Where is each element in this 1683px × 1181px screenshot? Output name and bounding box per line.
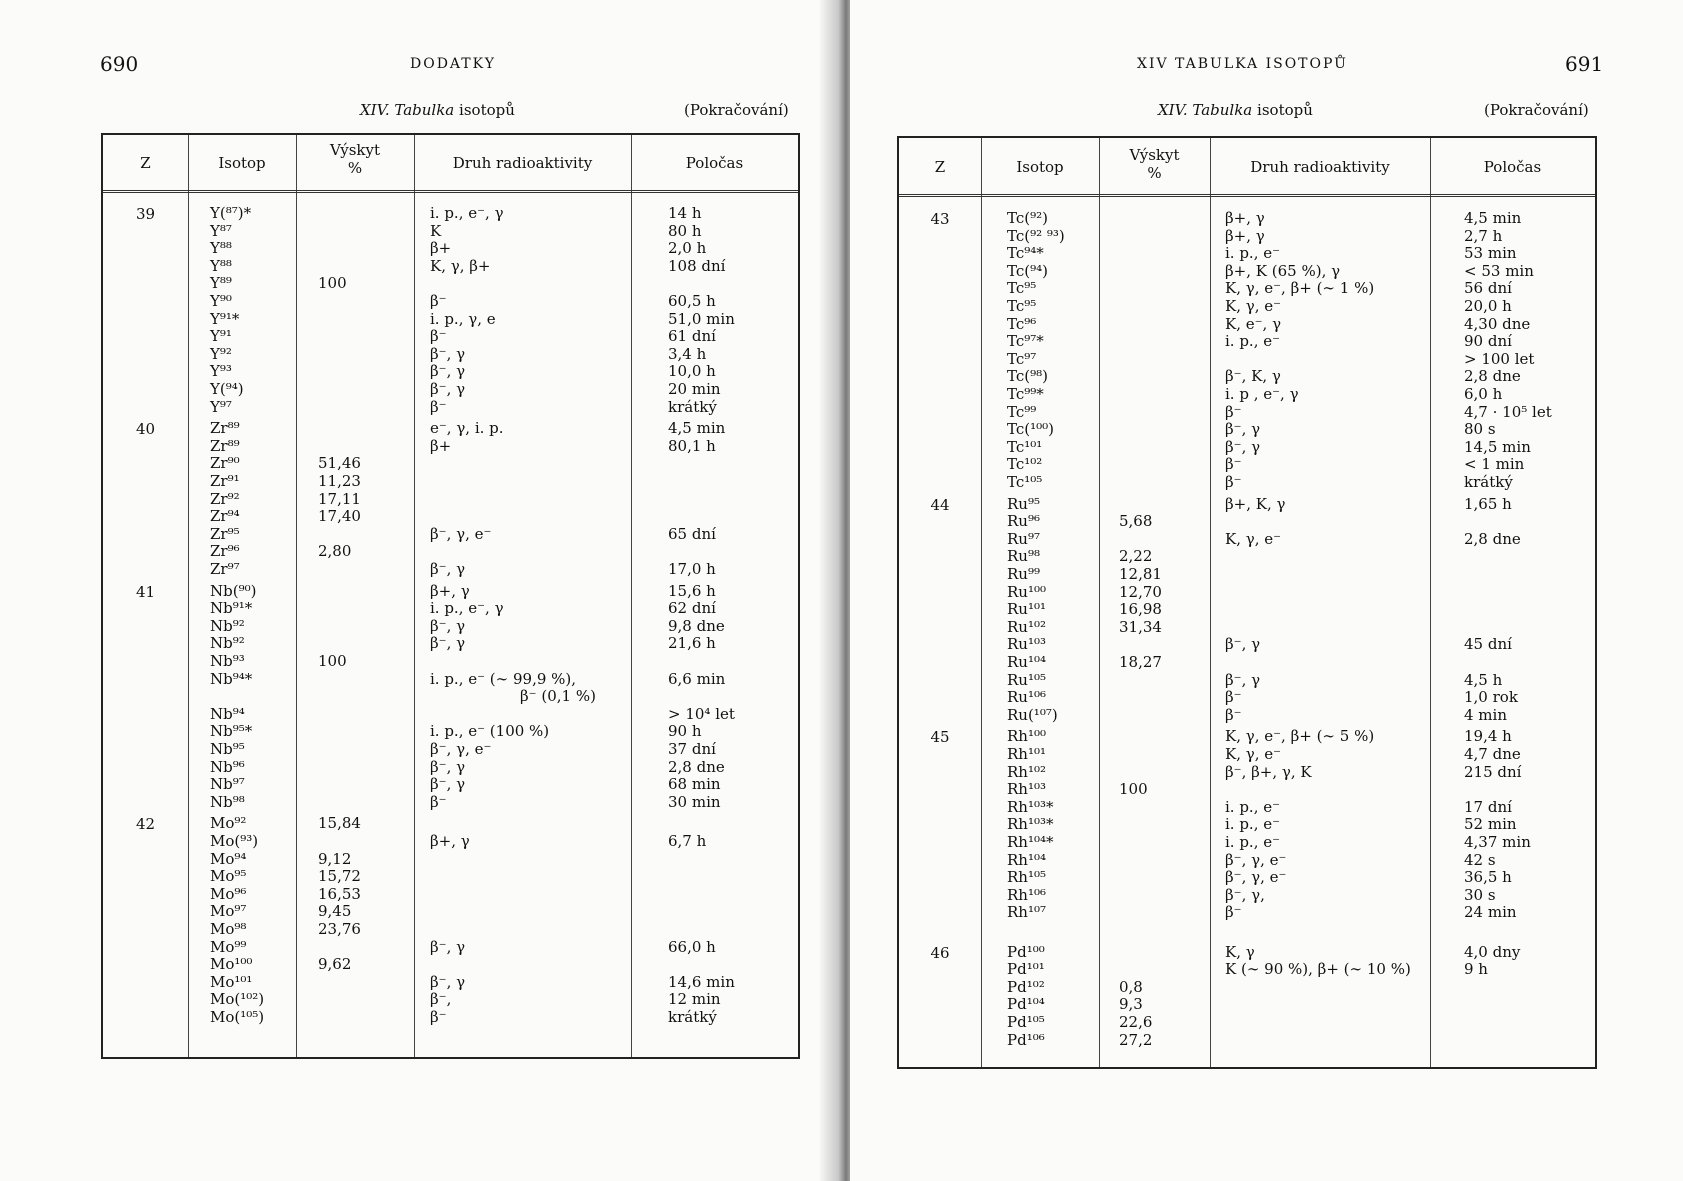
isotope-name: Pd¹⁰⁵ (1007, 1013, 1045, 1031)
isotope-name: Y⁹³ (210, 362, 232, 381)
half-life: 6,0 h (1464, 385, 1503, 403)
half-life: 1,65 h (1464, 494, 1512, 513)
decay-mode: β⁻ (430, 397, 447, 416)
half-life: 68 min (668, 775, 721, 794)
decay-mode: β⁻, γ (430, 634, 466, 653)
isotope-name: Rh¹⁰⁴ (1007, 850, 1046, 869)
half-life: < 53 min (1464, 261, 1534, 280)
decay-mode: β⁻, γ (430, 775, 466, 794)
isotope-name: Y⁹⁷ (210, 397, 232, 416)
isotope-name: Y⁸⁷ (210, 221, 232, 240)
atomic-number: 45 (930, 728, 950, 747)
atomic-number: 39 (135, 205, 156, 223)
isotope-name: Mo⁹² (210, 814, 247, 833)
isotope-name: Pd¹⁰² (1007, 977, 1045, 996)
isotope-name: Nb(⁹⁰) (210, 581, 257, 600)
isotope-name: Zr⁹⁴ (210, 507, 240, 526)
occurrence-percent: 100 (318, 652, 347, 670)
occurrence-percent: 31,34 (1119, 617, 1162, 636)
decay-mode: K, γ, e⁻ (1225, 745, 1282, 763)
decay-mode: β⁻, γ (430, 757, 466, 776)
half-life: 37 dní (668, 740, 716, 758)
table-caption (360, 101, 515, 119)
half-life: 52 min (1464, 815, 1517, 834)
half-life: krátký (668, 1008, 717, 1026)
isotope-name: Ru¹⁰¹ (1007, 600, 1046, 619)
decay-mode: β⁻ (1225, 455, 1242, 474)
decay-mode: β⁻, γ, e⁻ (430, 740, 492, 758)
decay-mode: β⁻ (430, 792, 447, 811)
half-life: 2,8 dne (1464, 529, 1521, 548)
isotope-table (897, 136, 1597, 1069)
isotope-name: Ru(¹⁰⁷) (1007, 705, 1058, 724)
atomic-number: 44 (930, 495, 950, 514)
header-isotop: Isotop (218, 154, 266, 172)
header-isotop: Isotop (1016, 158, 1064, 176)
isotope-name: Zr⁹⁷ (210, 560, 240, 578)
isotope-name: Ru¹⁰³ (1007, 635, 1046, 654)
isotope-name: Mo(⁹³) (210, 832, 259, 850)
half-life: krátký (1464, 473, 1513, 491)
half-life: 4,0 dny (1464, 942, 1521, 961)
half-life: 3,4 h (668, 344, 707, 363)
isotope-name: Tc¹⁰¹ (1007, 437, 1043, 456)
half-life: 21,6 h (668, 634, 716, 653)
isotope-name: Ru⁹⁸ (1007, 547, 1040, 566)
half-life: 14,6 min (668, 972, 735, 991)
isotope-name: Zr⁹⁶ (210, 542, 240, 561)
isotope-name: Pd¹⁰⁰ (1007, 942, 1045, 961)
isotope-name: Mo¹⁰¹ (210, 972, 253, 991)
caption-roman: XIV. (360, 101, 390, 119)
isotope-name: Mo⁹⁴ (210, 849, 247, 868)
decay-mode: β⁻, γ, (1225, 885, 1265, 904)
isotope-name: Ru¹⁰⁵ (1007, 670, 1046, 689)
decay-mode: β⁻ (1225, 473, 1242, 491)
half-life: 42 s (1464, 850, 1496, 869)
isotope-name: Zr⁹² (210, 489, 240, 508)
decay-mode: β⁻, γ (1225, 635, 1261, 654)
isotope-name: Rh¹⁰¹ (1007, 745, 1046, 763)
isotope-name: Tc⁹⁹ (1007, 402, 1037, 421)
occurrence-percent: 17,11 (318, 489, 361, 508)
occurrence-percent: 100 (1119, 780, 1148, 799)
atomic-number: 46 (930, 943, 950, 962)
decay-mode: i. p., e⁻ (1225, 332, 1281, 351)
half-life: 51,0 min (668, 309, 735, 328)
decay-mode: β⁻, γ, e⁻ (1225, 850, 1287, 869)
decay-mode: K (430, 221, 442, 240)
decay-mode: β+ (430, 436, 452, 455)
isotope-name: Y⁹¹* (210, 309, 240, 328)
half-life: 65 dní (668, 524, 716, 543)
isotope-name: Mo⁹⁶ (210, 884, 247, 903)
decay-mode: i. p., e⁻ (100 %) (430, 722, 550, 741)
occurrence-percent: 22,6 (1119, 1013, 1153, 1031)
isotope-name: Rh¹⁰³ (1007, 780, 1046, 799)
half-life: > 10⁴ let (668, 704, 735, 723)
isotope-name: Mo⁹⁸ (210, 920, 247, 938)
half-life: 19,4 h (1464, 727, 1512, 746)
half-life: 14 h (668, 204, 702, 222)
column-divider (1099, 138, 1100, 1067)
isotope-name: Ru¹⁰⁴ (1007, 653, 1046, 671)
decay-mode: β⁻, γ (1225, 420, 1261, 439)
half-life: 2,7 h (1464, 226, 1503, 245)
atomic-number: 43 (930, 210, 950, 228)
isotope-name: Nb⁹⁸ (210, 792, 245, 811)
occurrence-percent: 27,2 (1119, 1030, 1153, 1049)
decay-mode: β⁻, γ, e⁻ (430, 524, 492, 543)
isotope-name: Zr⁸⁹ (210, 419, 240, 438)
decay-mode: β+, γ (430, 581, 470, 600)
header-druh: Druh radioaktivity (452, 154, 593, 172)
decay-mode: β+, γ (1225, 226, 1265, 245)
page-number: 690 (100, 52, 139, 76)
isotope-name: Y⁹² (210, 344, 232, 363)
isotope-name: Mo¹⁰⁰ (210, 955, 253, 974)
isotope-name: Ru⁹⁹ (1007, 565, 1040, 583)
occurrence-percent: 5,68 (1119, 512, 1153, 531)
half-life: 36,5 h (1464, 868, 1512, 887)
occurrence-percent: 18,27 (1119, 653, 1162, 671)
decay-mode: β⁻ (1225, 705, 1242, 724)
isotope-name: Rh¹⁰³* (1007, 815, 1054, 834)
column-divider (631, 135, 632, 1057)
half-life: 4,7 · 10⁵ let (1464, 402, 1552, 421)
caption-italic: Tabulka (1192, 101, 1253, 119)
half-life: 30 s (1464, 885, 1496, 904)
atomic-number: 40 (135, 420, 156, 439)
caption-roman: XIV. (1158, 101, 1188, 119)
isotope-name: Nb⁹² (210, 634, 245, 653)
decay-mode: β⁻ (430, 327, 447, 346)
running-head: DODATKY (410, 56, 496, 72)
occurrence-percent: 15,72 (318, 867, 361, 886)
isotope-name: Nb⁹⁶ (210, 757, 245, 776)
atomic-number: 42 (135, 815, 156, 834)
half-life: 4,5 min (668, 419, 726, 438)
half-life: 4,30 dne (1464, 314, 1531, 333)
isotope-name: Rh¹⁰³* (1007, 797, 1054, 816)
header-z: Z (140, 154, 151, 172)
occurrence-percent: 15,84 (318, 814, 361, 833)
isotope-name: Ru⁹⁶ (1007, 512, 1040, 531)
decay-mode: i. p., γ, e (430, 309, 496, 328)
half-life: 90 h (668, 722, 702, 741)
occurrence-percent: 16,53 (318, 884, 361, 903)
half-life: 12 min (668, 990, 721, 1009)
isotope-name: Nb⁹⁴* (210, 669, 253, 688)
isotope-name: Tc(⁹²) (1007, 209, 1048, 227)
half-life: 2,8 dne (1464, 367, 1521, 386)
decay-mode: K, e⁻, γ (1225, 314, 1282, 333)
caption-rest: isotopů (459, 101, 515, 119)
decay-mode: i. p., e⁻ (1225, 815, 1281, 834)
decay-mode: β+ (430, 239, 452, 258)
running-head: XIV TABULKA ISOTOPŮ (1137, 56, 1348, 72)
half-life: 56 dní (1464, 279, 1512, 298)
column-divider (1210, 138, 1211, 1067)
isotope-name: Tc⁹⁷* (1007, 332, 1044, 351)
isotope-table (101, 133, 800, 1059)
half-life: 4,7 dne (1464, 745, 1521, 763)
half-life: > 100 let (1464, 349, 1535, 368)
half-life: 15,6 h (668, 581, 716, 600)
decay-mode: i. p., e⁻ (1225, 244, 1281, 263)
decay-mode: β⁻, γ (1225, 437, 1261, 456)
half-life: krátký (668, 397, 717, 416)
isotope-name: Tc⁹⁷ (1007, 349, 1037, 368)
decay-mode: i. p., e⁻ (∼ 99,9 %), (430, 669, 577, 688)
right-page (850, 0, 1683, 1181)
isotope-name: Tc(⁹⁴) (1007, 261, 1048, 280)
header-rule (103, 190, 798, 193)
header-z: Z (934, 158, 946, 176)
isotope-name: Zr⁸⁹ (210, 436, 240, 455)
decay-mode: i. p., e⁻ (1225, 833, 1281, 851)
isotope-name: Mo⁹⁷ (210, 902, 247, 921)
half-life: 4,5 min (1464, 209, 1522, 227)
half-life: 9,8 dne (668, 616, 725, 635)
isotope-name: Tc⁹⁶ (1007, 314, 1037, 333)
half-life: 61 dní (668, 327, 716, 346)
isotope-name: Y⁸⁹ (210, 274, 232, 293)
header-druh: Druh radioaktivity (1250, 158, 1390, 176)
occurrence-percent: 9,3 (1119, 995, 1143, 1014)
half-life: 215 dní (1464, 762, 1522, 781)
half-life: 2,8 dne (668, 757, 725, 776)
decay-mode: K (∼ 90 %), β+ (∼ 10 %) (1225, 960, 1411, 979)
half-life: 24 min (1464, 903, 1517, 922)
decay-mode: β⁻, γ (430, 380, 466, 398)
caption-italic: Tabulka (394, 101, 455, 119)
isotope-name: Tc(¹⁰⁰) (1007, 420, 1054, 439)
half-life: 66,0 h (668, 937, 716, 956)
decay-mode: i. p., e⁻ (1225, 797, 1281, 816)
half-life: 9 h (1464, 960, 1488, 979)
decay-mode: i. p., e⁻, γ (430, 599, 504, 618)
half-life: 2,0 h (668, 239, 707, 258)
half-life: 1,0 rok (1464, 688, 1518, 707)
decay-mode: β⁻, γ (430, 616, 466, 635)
half-life: 62 dní (668, 599, 716, 618)
isotope-name: Nb⁹⁵* (210, 722, 253, 741)
decay-mode: β⁻, β+, γ, K (1225, 762, 1312, 781)
half-life: 45 dní (1464, 635, 1512, 654)
isotope-name: Rh¹⁰⁶ (1007, 885, 1046, 904)
continued-label: (Pokračování) (684, 101, 789, 119)
header-vyskyt: Výskyt % (1129, 146, 1180, 182)
decay-mode: β+, K, γ (1225, 494, 1286, 513)
isotope-name: Nb⁹³ (210, 652, 245, 670)
isotope-name: Y⁸⁸ (210, 256, 232, 275)
isotope-name: Tc¹⁰⁵ (1007, 473, 1043, 491)
column-divider (188, 135, 189, 1057)
half-life: 20,0 h (1464, 297, 1512, 315)
isotope-name: Y⁹⁰ (210, 292, 232, 310)
atomic-number: 41 (135, 582, 156, 601)
isotope-name: Pd¹⁰⁶ (1007, 1030, 1045, 1049)
half-life: 20 min (668, 380, 721, 398)
occurrence-percent: 2,80 (318, 542, 352, 561)
decay-mode: β⁻ (430, 292, 447, 310)
occurrence-percent: 23,76 (318, 920, 361, 938)
half-life: 80 h (668, 221, 702, 240)
continued-label: (Pokračování) (1484, 101, 1589, 119)
isotope-name: Pd¹⁰⁴ (1007, 995, 1045, 1014)
occurrence-percent: 11,23 (318, 472, 361, 490)
isotope-name: Tc⁹⁵ (1007, 279, 1037, 298)
decay-mode: K, γ, β+ (430, 256, 491, 275)
decay-mode: β+, γ (430, 832, 470, 850)
isotope-name: Nb⁹⁵ (210, 740, 245, 758)
header-polocas: Poločas (685, 154, 744, 172)
decay-mode: β⁻ (430, 1008, 447, 1026)
isotope-name: Y⁸⁸ (210, 239, 232, 258)
occurrence-percent: 9,62 (318, 955, 352, 974)
occurrence-percent: 16,98 (1119, 600, 1162, 619)
occurrence-percent: 0,8 (1119, 977, 1143, 996)
isotope-name: Zr⁹¹ (210, 472, 240, 490)
occurrence-percent: 17,40 (318, 507, 361, 526)
isotope-name: Y(⁹⁴) (210, 380, 244, 398)
decay-mode: β+, K (65 %), γ (1225, 261, 1341, 280)
isotope-name: Ru¹⁰⁶ (1007, 688, 1046, 707)
decay-mode: K, γ, e⁻ (1225, 529, 1282, 548)
decay-mode: β⁻, γ (430, 362, 466, 381)
half-life: < 1 min (1464, 455, 1525, 474)
isotope-name: Tc⁹⁵ (1007, 297, 1037, 315)
isotope-name: Tc¹⁰² (1007, 455, 1043, 474)
isotope-name: Mo(¹⁰²) (210, 990, 265, 1009)
decay-mode: K, γ, e⁻, β+ (∼ 1 %) (1225, 279, 1375, 298)
isotope-name: Rh¹⁰⁵ (1007, 868, 1046, 887)
half-life: 4,5 h (1464, 670, 1503, 689)
isotope-name: Rh¹⁰⁷ (1007, 903, 1046, 922)
isotope-name: Rh¹⁰² (1007, 762, 1046, 781)
isotope-name: Mo(¹⁰⁵) (210, 1008, 265, 1026)
occurrence-percent: 9,12 (318, 849, 352, 868)
decay-mode: β⁻ (1225, 903, 1242, 922)
isotope-name: Zr⁹⁵ (210, 524, 240, 543)
isotope-name: Tc⁹⁴* (1007, 244, 1044, 263)
occurrence-percent: 2,22 (1119, 547, 1153, 566)
decay-mode: β+, γ (1225, 209, 1265, 227)
half-life: 6,6 min (668, 669, 726, 688)
isotope-name: Zr⁹⁰ (210, 454, 240, 473)
half-life: 6,7 h (668, 832, 707, 850)
isotope-name: Nb⁹⁴ (210, 704, 245, 723)
isotope-name: Tc(⁹² ⁹³) (1007, 226, 1065, 245)
column-divider (1430, 138, 1431, 1067)
isotope-name: Nb⁹² (210, 616, 245, 635)
decay-mode: K, γ, e⁻ (1225, 297, 1282, 315)
isotope-name: Tc⁹⁹* (1007, 385, 1044, 403)
occurrence-percent: 100 (318, 274, 347, 293)
isotope-name: Y(⁸⁷)* (210, 204, 252, 222)
isotope-name: Rh¹⁰⁰ (1007, 727, 1046, 746)
isotope-name: Ru¹⁰² (1007, 617, 1046, 636)
decay-mode: K, γ, e⁻, β+ (∼ 5 %) (1225, 727, 1375, 746)
occurrence-percent: 9,45 (318, 902, 352, 921)
decay-mode: i. p., e⁻, γ (430, 204, 504, 222)
decay-mode: β⁻, γ (430, 344, 466, 363)
table-caption (1158, 101, 1313, 119)
occurrence-percent: 51,46 (318, 454, 361, 473)
decay-mode: β⁻, γ (430, 560, 466, 578)
decay-mode: β⁻, K, γ (1225, 367, 1281, 386)
page-number: 691 (1565, 52, 1604, 76)
header-polocas: Poločas (1483, 158, 1542, 176)
half-life: 4,37 min (1464, 833, 1531, 851)
half-life: 90 dní (1464, 332, 1512, 351)
isotope-name: Mo⁹⁹ (210, 937, 247, 956)
decay-mode: i. p , e⁻, γ (1225, 385, 1299, 403)
decay-mode: β⁻, γ (430, 937, 466, 956)
half-life: 17 dní (1464, 797, 1512, 816)
column-divider (296, 135, 297, 1057)
half-life: 17,0 h (668, 560, 716, 578)
decay-mode: β⁻, (430, 990, 452, 1009)
decay-mode: β⁻ (1225, 688, 1242, 707)
half-life: 4 min (1464, 705, 1507, 724)
isotope-name: Ru⁹⁵ (1007, 494, 1040, 513)
isotope-name: Ru⁹⁷ (1007, 529, 1040, 548)
isotope-name: Rh¹⁰⁴* (1007, 833, 1054, 851)
decay-mode: β⁻ (0,1 %) (520, 687, 596, 706)
isotope-name: Pd¹⁰¹ (1007, 960, 1045, 979)
decay-mode: e⁻, γ, i. p. (430, 419, 504, 438)
half-life: 80 s (1464, 420, 1496, 439)
decay-mode: β⁻ (1225, 402, 1242, 421)
isotope-name: Y⁹¹ (210, 327, 232, 346)
occurrence-percent: 12,70 (1119, 582, 1162, 601)
isotope-name: Nb⁹⁷ (210, 775, 245, 794)
column-divider (981, 138, 982, 1067)
caption-rest: isotopů (1257, 101, 1313, 119)
half-life: 108 dní (668, 256, 726, 275)
half-life: 60,5 h (668, 292, 716, 310)
half-life: 30 min (668, 792, 721, 811)
isotope-name: Ru¹⁰⁰ (1007, 582, 1046, 601)
isotope-name: Tc(⁹⁸) (1007, 367, 1048, 386)
decay-mode: β⁻, γ (430, 972, 466, 991)
isotope-name: Nb⁹¹* (210, 599, 253, 618)
header-vyskyt: Výskyt % (330, 141, 380, 177)
half-life: 14,5 min (1464, 437, 1531, 456)
half-life: 80,1 h (668, 436, 716, 455)
left-page (0, 0, 838, 1181)
decay-mode: K, γ (1225, 942, 1255, 961)
half-life: 53 min (1464, 244, 1517, 263)
decay-mode: β⁻, γ, e⁻ (1225, 868, 1287, 887)
occurrence-percent: 12,81 (1119, 565, 1162, 583)
column-divider (414, 135, 415, 1057)
half-life: 10,0 h (668, 362, 716, 381)
decay-mode: β⁻, γ (1225, 670, 1261, 689)
header-rule (899, 194, 1595, 197)
isotope-name: Mo⁹⁵ (210, 867, 247, 886)
